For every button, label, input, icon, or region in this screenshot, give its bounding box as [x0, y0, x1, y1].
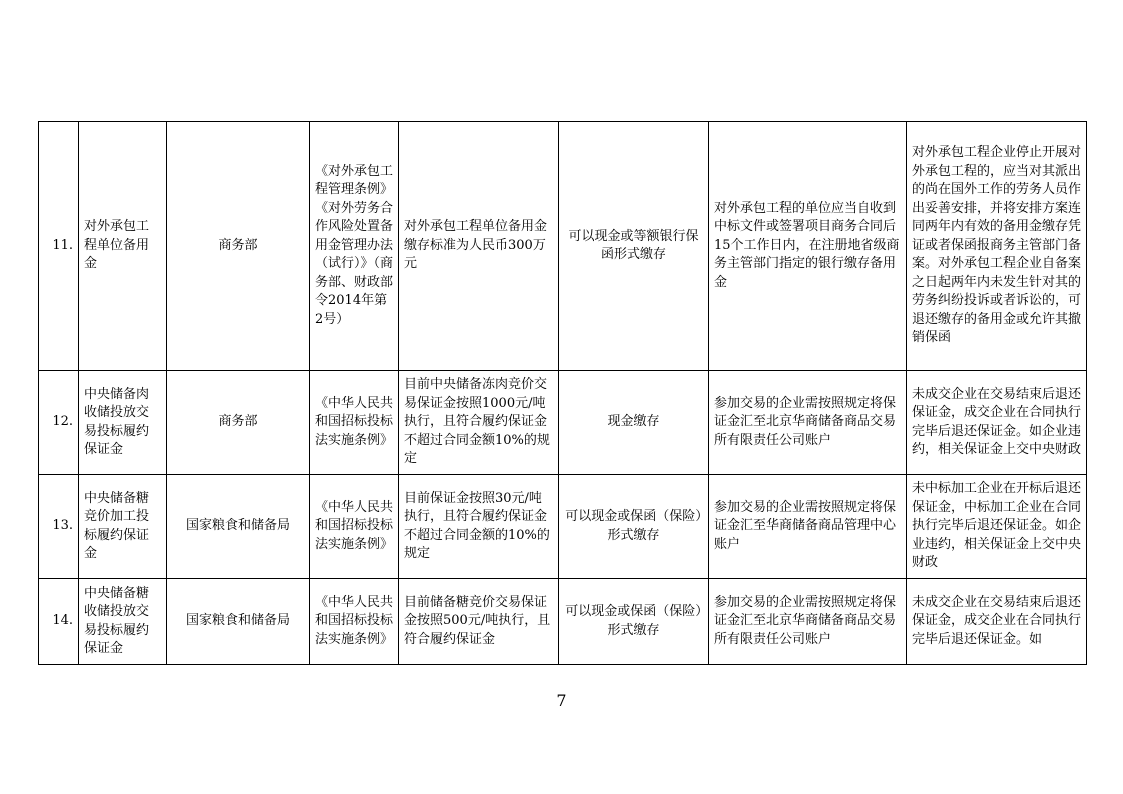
table-row	[39, 371, 1087, 475]
fee-table	[38, 121, 1087, 665]
row-number: 11.	[39, 122, 79, 371]
item-name: 中央储备糖收储投放交易投标履约保证金	[79, 579, 167, 665]
payment-form: 现金缴存	[559, 371, 709, 475]
item-name: 中央储备糖竞价加工投标履约保证金	[79, 475, 167, 579]
standard: 对外承包工程单位备用金缴存标准为人民币300万元	[399, 122, 559, 371]
payment-form: 可以现金或保函（保险）形式缴存	[559, 475, 709, 579]
page-number: 7	[556, 691, 567, 710]
legal-basis: 《中华人民共和国招标投标法实施条例》	[310, 579, 399, 665]
item-name: 对外承包工程单位备用金	[79, 122, 167, 371]
legal-basis: 《中华人民共和国招标投标法实施条例》	[310, 371, 399, 475]
payment-form: 可以现金或等额银行保函形式缴存	[559, 122, 709, 371]
refund-rule: 未成交企业在交易结束后退还保证金，成交企业在合同执行完毕后退还保证金。如企业违约，相关保证金上交中央财政	[907, 371, 1087, 475]
department: 国家粮食和储备局	[167, 475, 310, 579]
standard	[399, 579, 559, 665]
row-number: 12.	[39, 371, 79, 475]
refund-rule: 对外承包工程企业停止开展对外承包工程的，应当对其派出的尚在国外工作的劳务人员作出妥善安排，并将安排方案连同两年内有效的备用金缴存凭证或者保函报商务主管部门备案。对外承包工程企业自备案之日起两年内未发生针对其的劳务纠纷投诉或者诉讼的，可退还缴存的备用金或允许其撤销保函	[907, 122, 1087, 371]
refund-rule: 未成交企业在交易结束后退还保证金，成交企业在合同执行完毕后退还保证金。如	[907, 579, 1087, 665]
payment-method: 参加交易的企业需按照规定将保证金汇至北京华商储备商品交易所有限责任公司账户	[709, 371, 907, 475]
row-number: 14.	[39, 579, 79, 665]
payment-method: 对外承包工程的单位应当自收到中标文件或签署项目商务合同后15个工作日内，在注册地省级商务主管部门指定的银行缴存备用金	[709, 122, 907, 371]
payment-form: 可以现金或保函（保险）形式缴存	[559, 579, 709, 665]
department: 商务部	[167, 371, 310, 475]
standard-text: 目前储备糖竞价交易保证金按照500元/吨执行，且符合履约保证金	[404, 594, 551, 647]
row-number: 13.	[39, 475, 79, 579]
payment-method: 参加交易的企业需按照规定将保证金汇至华商储备商品管理中心账户	[709, 475, 907, 579]
legal-basis: 《中华人民共和国招标投标法实施条例》	[310, 475, 399, 579]
standard: 目前保证金按照30元/吨执行，且符合履约保证金不超过合同金额的10%的规定	[399, 475, 559, 579]
payment-method: 参加交易的企业需按照规定将保证金汇至北京华商储备商品交易所有限责任公司账户	[709, 579, 907, 665]
department: 国家粮食和储备局	[167, 579, 310, 665]
refund-rule: 未中标加工企业在开标后退还保证金，中标加工企业在合同执行完毕后退还保证金。如企业违约，相关保证金上交中央财政	[907, 475, 1087, 579]
table-row	[39, 579, 1087, 665]
table-row	[39, 475, 1087, 579]
item-name: 中央储备肉收储投放交易投标履约保证金	[79, 371, 167, 475]
legal-basis: 《对外承包工程管理条例》《对外劳务合作风险处置备用金管理办法（试行）》（商务部、财政部令2014年第2号）	[310, 122, 399, 371]
table-row	[39, 122, 1087, 371]
standard: 目前中央储备冻肉竞价交易保证金按照1000元/吨执行，且符合履约保证金不超过合同金额10%的规定	[399, 371, 559, 475]
department: 商务部	[167, 122, 310, 371]
